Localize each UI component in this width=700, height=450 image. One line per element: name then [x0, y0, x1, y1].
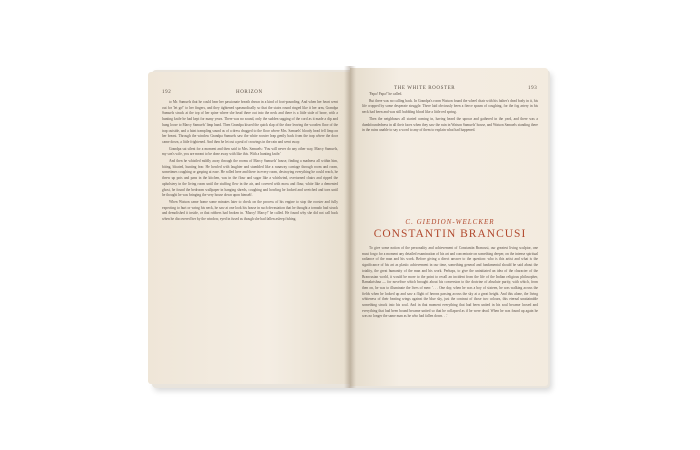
article-author: C. GIEDION-WELCKER — [405, 218, 495, 226]
left-paragraph: to Mr. Samuels that he could hear her passionate breath drawn in a kind of foot-pounding. And when her heart went out for 'let go!' to her fingers, and they tightened spasmodically so that the stairs round ringed like it her arm, Grandpa Samuels struck at the top of her spine where she head there out into the neck and there is a little stale of bone, with a hunting knife he had kept for many years. There was no sound, only the sudden sagging of the cord as it made a dip and hung loose to Marcy Samuels' limp hand. Then Grandpa kissed the quick slap of the door leaving the wooden floor of the trap outside, and a faint trampling sound as of a dress dragged to the floor where Mrs. Samuels' bloody head fell limp on her breast. Through the window Grandpa Samuels saw the white rooster leap gently back from the trap where the door came down, a little frightened. And then he let out a peal of crowings in the rain and went away. — [162, 100, 338, 144]
right-running-head: THE WHITE ROOSTER — [394, 86, 456, 91]
article-title: CONSTANTIN BRANCUSI — [373, 228, 527, 240]
article-body-text — [362, 246, 538, 321]
left-paragraph: When Watson came home some minutes later to check on the process of his engine to stop the rooster and fully expecting to hurt or wring his neck, he saw at one look his house in such devastation that he thought a tornado had struck and demolished it inside, or that robbers had broken in. 'Marcy! Marcy!' he called. He found why she did not call back when he discovered her by the window, eyed in fused as though she had fallen asleep fishing. — [162, 199, 338, 222]
right-paragraph: Then the neighbours all started coming in, having heard the uproar and gathered in the yard, and there was a dumbfoundedness in all their faces when they saw the ruin in Watson Samuels' house, and Watson Samuels standing there in the ruins unable to say a word to any of them to explain what had happened. — [362, 116, 538, 133]
left-page-number: 192 — [162, 90, 172, 95]
left-paragraph: And then he whistled mildly away through the rooms of Marcy Samuels' house, finding a madness all within him, biting, bloated, hunting fear. He howled with laughter and stumbled like a runaway carriage through room and room, sometimes coughing or gasping at ease. He rolled here and there in every room, destroying everything he could reach, he threw up pots and pans in the kitchen, was in the flour and sugar like a whirlwind, overturned chairs and ripped the upholstery in the living room until the stuffing flew in the air, and covered with moss and flour, white like a demented ghost, he found the bedroom wallpaper in hanging shreds, coughing and howling he looked and wretched and torn until he thought he was bringing the very house down upon himself. — [162, 159, 338, 198]
left-paragraph: Grandpa sat silent for a moment and then said to Mrs. Samuels: 'You will never do any other way, Marcy Samuels, my son's wife, you are meant to be done away with like this. With a hunting knife.' — [162, 146, 338, 157]
right-paragraph: But there was no calling back. In Grandpa's room Watson found the wheel chair with his father's dead body in it, his life cropped by some desperate struggle. There laid obviously been a fierce spasm of coughing, for the fog artery in his neck had been and was still bubbling blood like a little red spring. — [362, 98, 538, 115]
book-gutter — [344, 66, 356, 388]
right-page-number: 193 — [528, 86, 538, 91]
left-page — [148, 72, 350, 384]
right-page — [350, 68, 548, 386]
left-running-head: HORIZON — [236, 90, 263, 95]
article-paragraph: To give some notion of the personality and achievement of Constantin Brancusi, our greatest living sculptor, one must forgo for a moment any detailed examination of his art and concentrate on something deeper, on the intense spiritual radiance of the man and his work. Before giving a direct answer to the question: who is this artist and what is the significance of his art as plastic achievement in our time, something general and fundamental should be said about the totality, the great humanity of the man and his work. Perhaps, to give the uninitiated an idea of the character of the Brancusian world, it would be more to the point to recall an incident from the life of the Indian religious philosopher, Ramakrishna — for noveltwe which brought about his conversion to the doctrine of absolute purity, with which, from then on, he was to illuminate the lives of men: '. . . One day, when he was a boy of sixteen, he was walking across the fields when he looked up and saw a flight of herons passing across the sky at a great height. And this alone, the living whiteness of their beating wings against the blue sky, just the contrast of those two colours, this eternal unattainable something struck into his soul. And in that moment everything that had been united in his soul became loosed and everything that had been bound became united so that he collapsed as if he were dead. When he was found up again he was no longer the same man as he who had fallen down. . .' — [362, 246, 538, 319]
right-top-text — [362, 92, 538, 135]
right-paragraph: 'Papa! Papa!' he called. — [369, 92, 403, 96]
left-body-text — [162, 100, 338, 224]
